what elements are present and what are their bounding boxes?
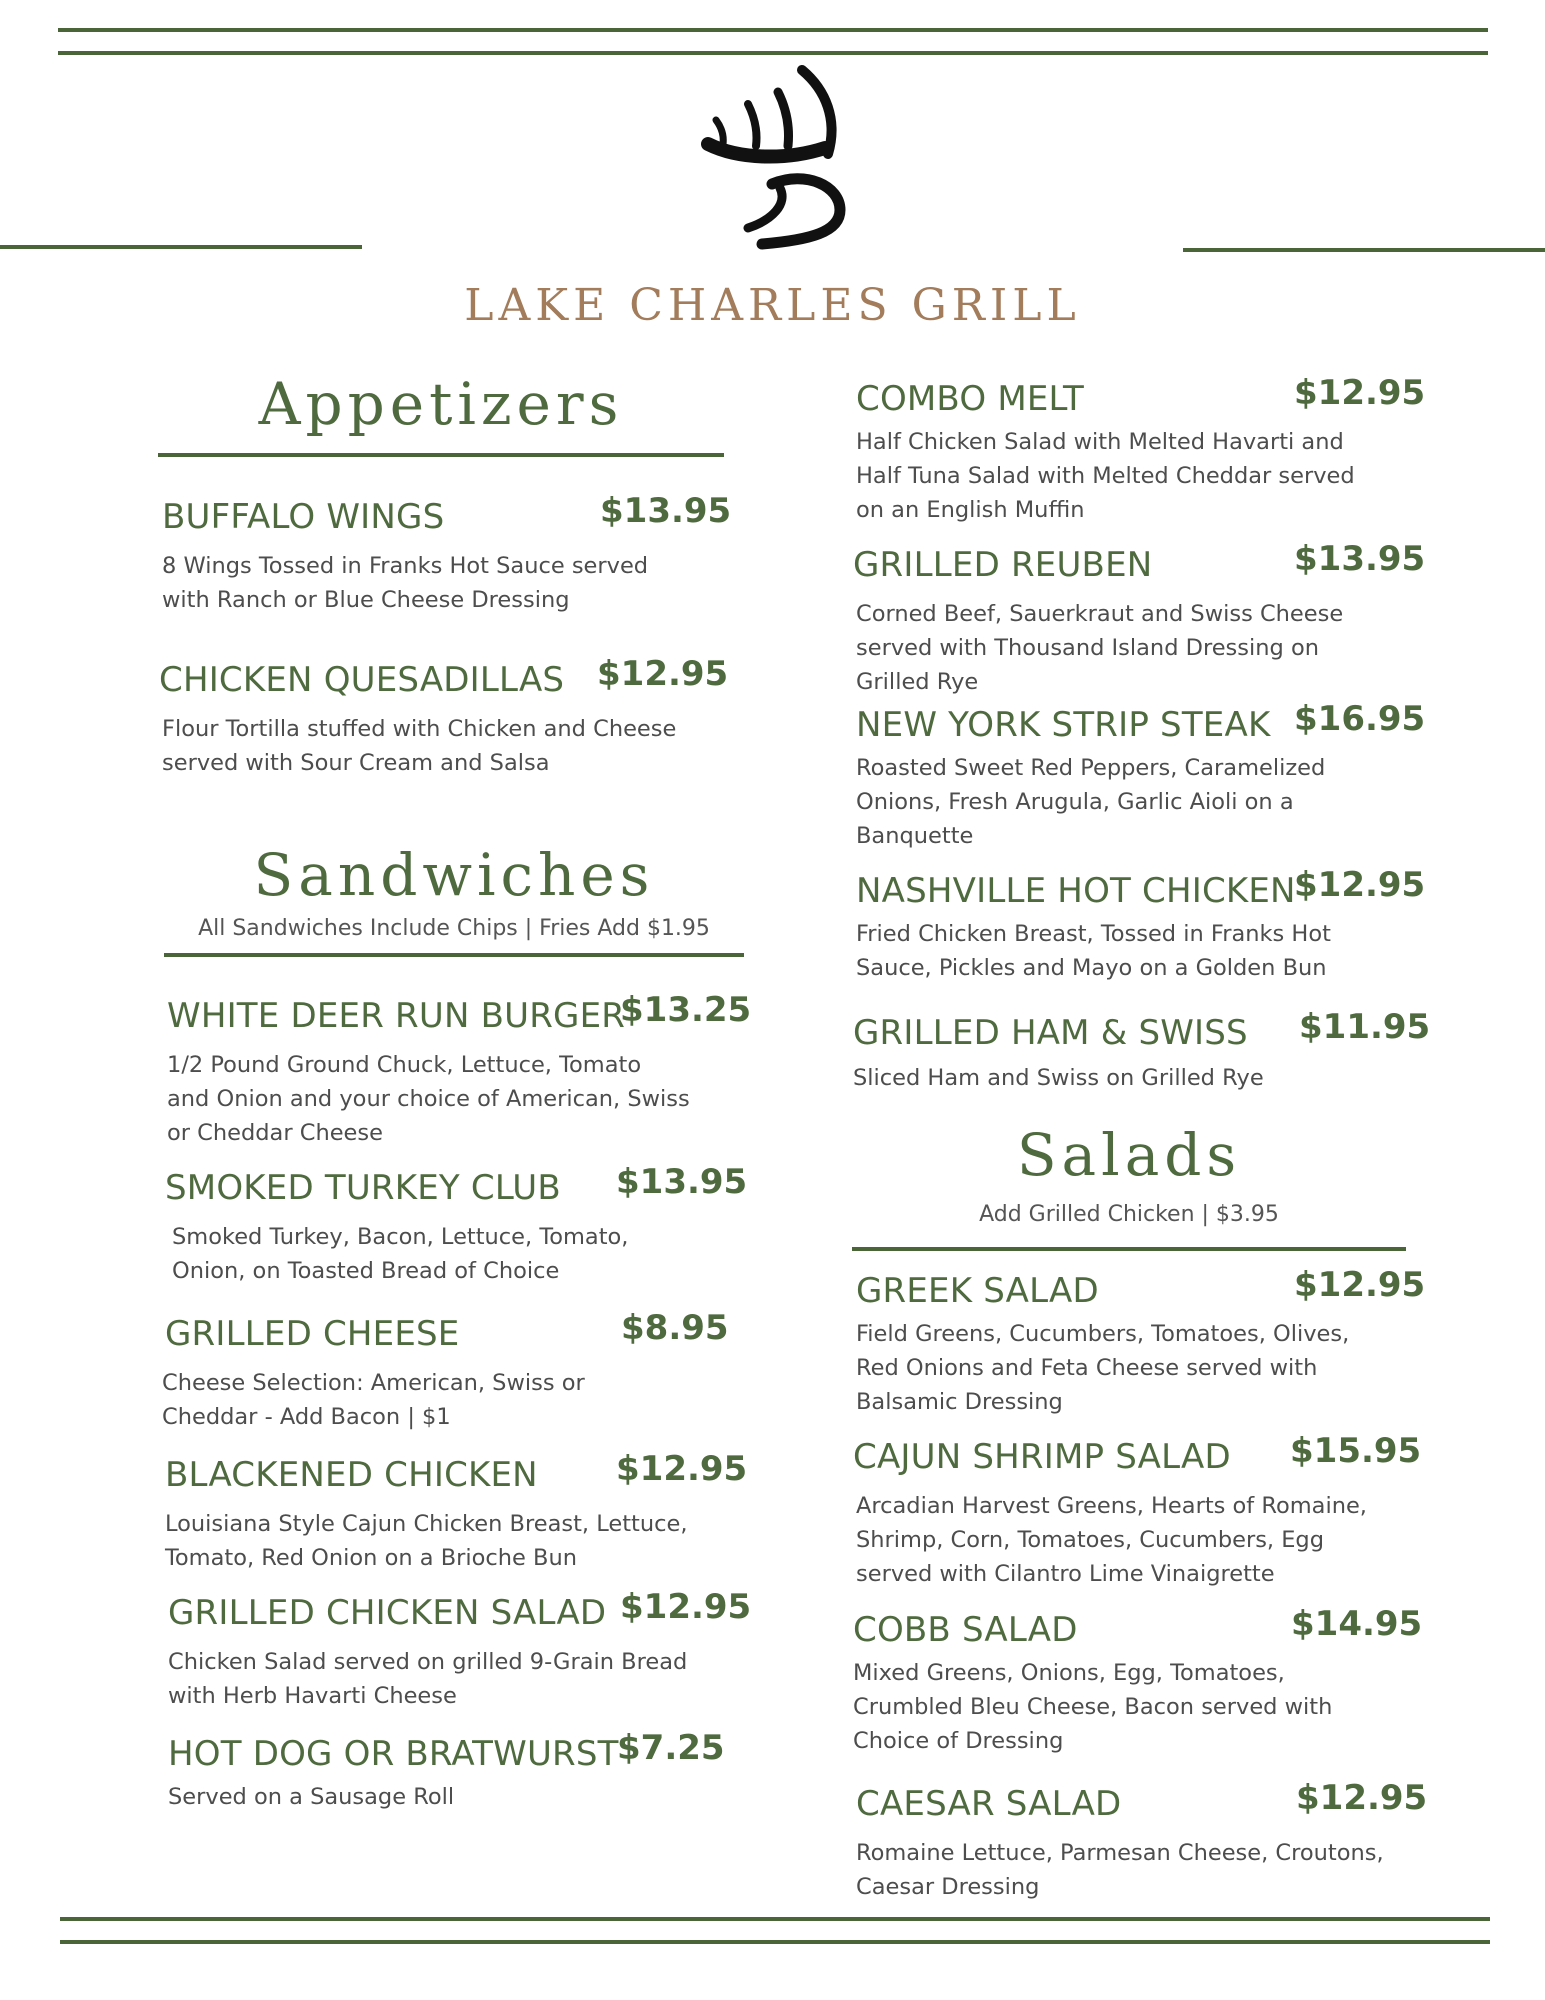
sandwiches-subtitle: All Sandwiches Include Chips | Fries Add $1.95 bbox=[198, 916, 710, 941]
right-accent-rule bbox=[1183, 248, 1545, 252]
bottom-rule-2 bbox=[60, 1940, 1490, 1944]
top-rule-2 bbox=[58, 51, 1488, 55]
sandwiches-header bbox=[164, 841, 744, 957]
salads-rule bbox=[852, 1247, 1406, 1251]
salads-title: Salads bbox=[1016, 1121, 1242, 1189]
chef-hat-logo-icon bbox=[700, 62, 850, 257]
sandwiches-rule bbox=[164, 953, 744, 957]
salads-header bbox=[852, 1121, 1406, 1251]
restaurant-name: LAKE CHARLES GRILL bbox=[464, 280, 1081, 331]
bottom-rule-1 bbox=[60, 1917, 1490, 1921]
appetizers-header bbox=[158, 370, 724, 457]
sandwiches-title: Sandwiches bbox=[253, 841, 655, 909]
salads-subtitle: Add Grilled Chicken | $3.95 bbox=[979, 1202, 1279, 1227]
appetizers-rule bbox=[158, 453, 724, 457]
top-rule-1 bbox=[58, 28, 1488, 32]
appetizers-title: Appetizers bbox=[258, 370, 624, 438]
left-accent-rule bbox=[0, 245, 362, 249]
